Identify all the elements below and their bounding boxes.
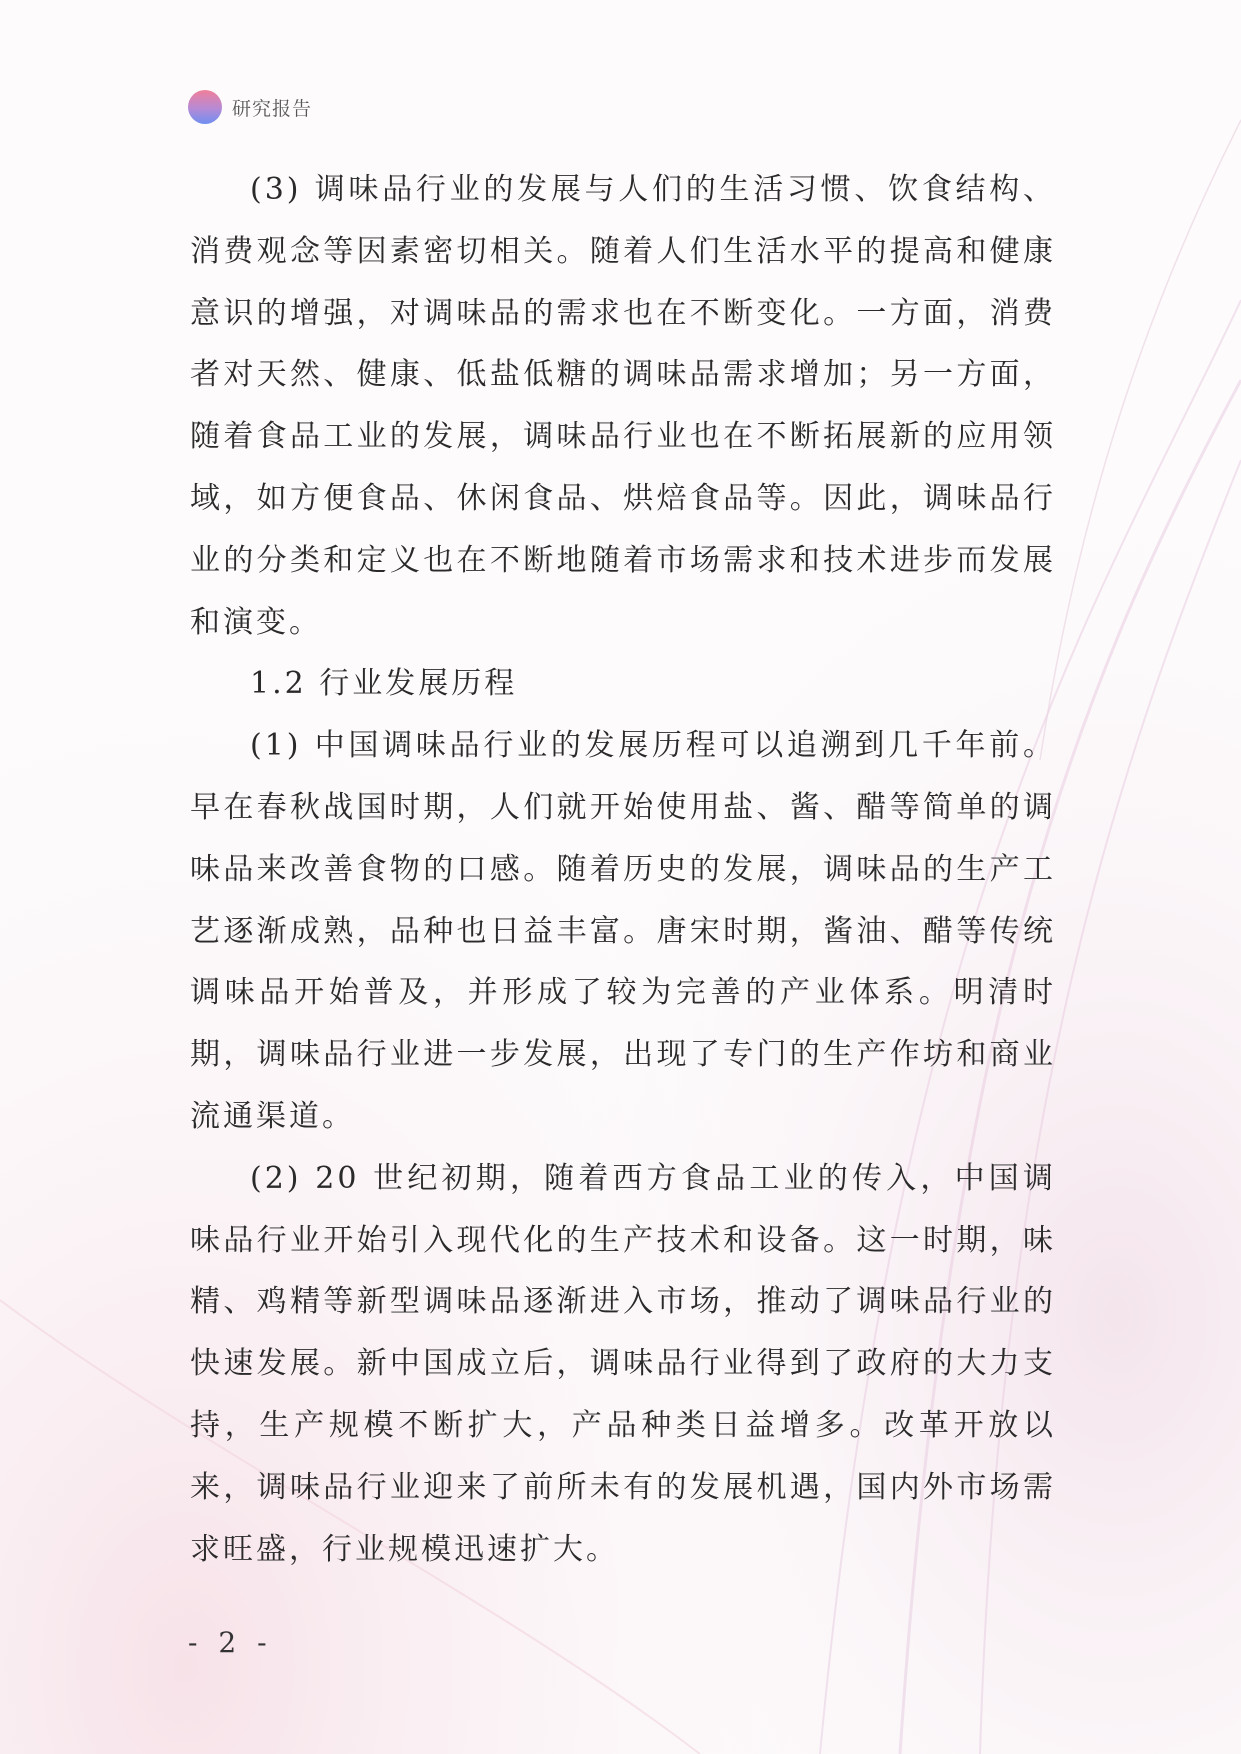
report-body: [190, 159, 1056, 1580]
section-title-1-2: 1.2 行业发展历程: [250, 666, 518, 702]
report-header-label: 研究报告: [232, 97, 313, 120]
report-logo-icon: [188, 90, 222, 124]
paragraph-1: (3) 调味品行业的发展与人们的生活习惯、饮食结构、消费观念等因素密切相关。随着人们生活水平的提高和健康意识的增强，对调味品的需求也在不断变化。一方面，消费者对天然、健康、低盐低糖的调味品需求增加；另一方面，随着食品工业的发展，调味品行业也在不断拓展新的应用领域，如方便食品、休闲食品、烘焙食品等。因此，调味品行业的分类和定义也在不断地随着市场需求和技术进步而发展和演变。: [190, 172, 1056, 640]
report-header: [188, 90, 312, 124]
page-number: - 2 -: [188, 1626, 273, 1659]
paragraph-3: (2) 20 世纪初期，随着西方食品工业的传入，中国调味品行业开始引入现代化的生产技术和设备。这一时期，味精、鸡精等新型调味品逐渐进入市场，推动了调味品行业的快速发展。新中国成立后，调味品行业得到了政府的大力支持，生产规模不断扩大，产品种类日益增多。改革开放以来，调味品行业迎来了前所未有的发展机遇，国内外市场需求旺盛，行业规模迅速扩大。: [190, 1160, 1056, 1567]
paragraph-2: (1) 中国调味品行业的发展历程可以追溯到几千年前。早在春秋战国时期，人们就开始使用盐、酱、醋等简单的调味品来改善食物的口感。随着历史的发展，调味品的生产工艺逐渐成熟，品种也日益丰富。唐宋时期，酱油、醋等传统调味品开始普及，并形成了较为完善的产业体系。明清时期，调味品行业进一步发展，出现了专门的生产作坊和商业流通渠道。: [190, 728, 1056, 1134]
